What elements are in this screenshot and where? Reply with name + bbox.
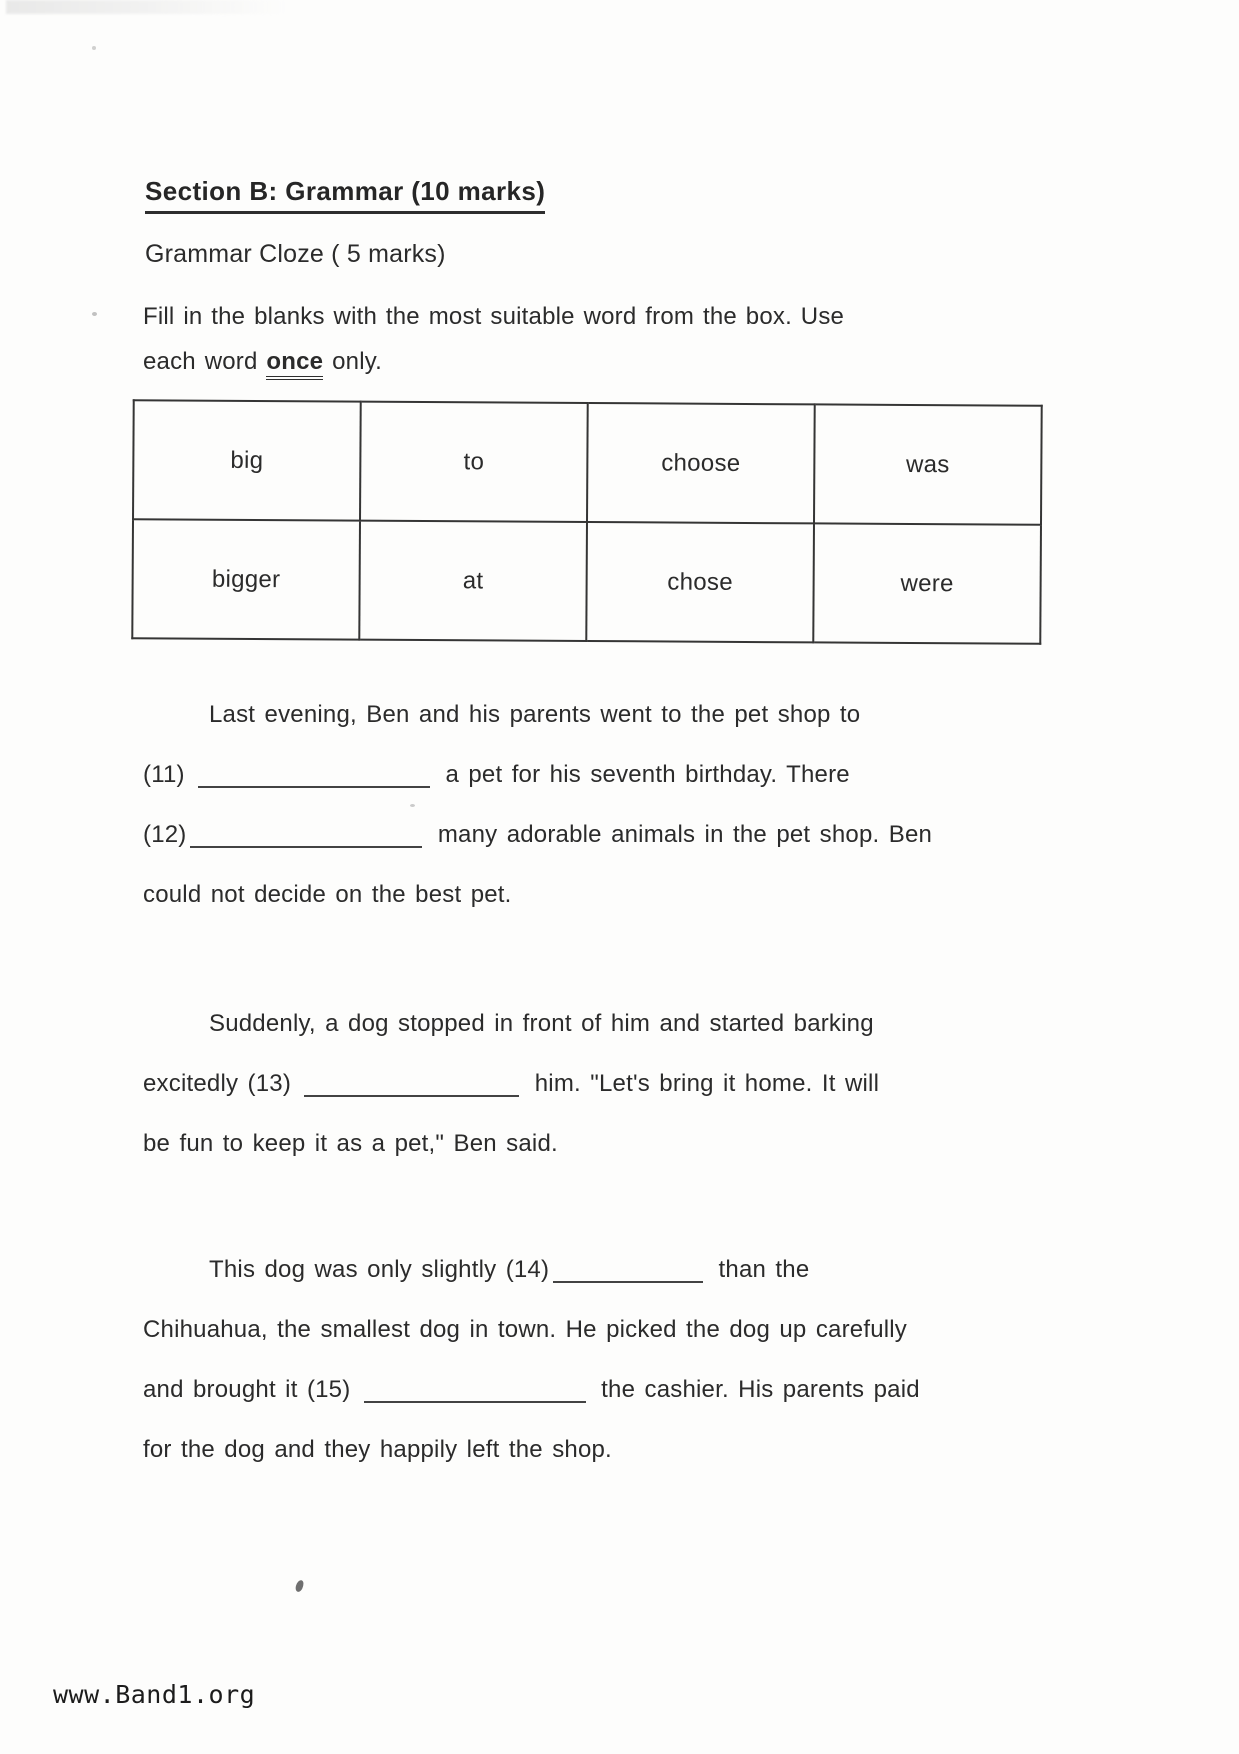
- paragraph-1: [143, 685, 1043, 925]
- blank-12: [190, 817, 422, 848]
- passage-line: [143, 685, 1043, 745]
- instructions-once-emphasis: once: [266, 348, 323, 380]
- word-box-cell: at: [359, 521, 587, 641]
- passage-text: a pet for his seventh birthday. There: [436, 761, 850, 788]
- word-box-cell: bigger: [132, 519, 360, 639]
- passage-text: Chihuahua, the smallest dog in town. He picked the dog up carefully: [143, 1316, 908, 1343]
- word-box-cell: big: [133, 400, 361, 520]
- scan-artifact-smudge: [6, 0, 286, 14]
- scan-artifact-mark: [295, 1579, 305, 1592]
- passage-text: for the dog and they happily left the shop.: [143, 1436, 612, 1463]
- blank-13: [304, 1066, 519, 1097]
- passage-line: [143, 1240, 1043, 1300]
- section-title: Section B: Grammar (10 marks): [145, 176, 545, 214]
- passage-text: him. "Let's bring it home. It will: [525, 1070, 880, 1097]
- passage-text: many adorable animals in the pet shop. Ben: [428, 821, 933, 848]
- instructions: [143, 294, 983, 384]
- passage-text: Last evening, Ben and his parents went to the pet shop to: [209, 701, 861, 728]
- paragraph-3: [143, 1240, 1043, 1480]
- passage-line: [143, 994, 1043, 1054]
- passage-line: [143, 1420, 1043, 1480]
- word-box-cell: were: [813, 523, 1041, 643]
- blank-14: [553, 1252, 703, 1283]
- blank-11: [198, 757, 430, 788]
- passage-text: Suddenly, a dog stopped in front of him and started barking: [209, 1010, 874, 1037]
- blank-15: [364, 1372, 586, 1403]
- passage-line: [143, 745, 1043, 805]
- passage-text: and brought it (15): [143, 1376, 360, 1403]
- word-box-cell: choose: [587, 403, 815, 523]
- passage-text: This dog was only slightly (14): [209, 1256, 550, 1283]
- passage-text: (11): [143, 761, 195, 788]
- exercise-subtitle: Grammar Cloze ( 5 marks): [145, 240, 446, 268]
- passage-text: could not decide on the best pet.: [143, 881, 512, 908]
- passage-line: [143, 1114, 1043, 1174]
- footer-url: www.Band1.org: [53, 1680, 256, 1709]
- word-box-row: [132, 519, 1041, 644]
- word-box-cell: was: [814, 404, 1042, 524]
- scan-artifact-dot: [92, 46, 96, 50]
- passage-text: be fun to keep it as a pet," Ben said.: [143, 1130, 558, 1157]
- instructions-line-2-post: only.: [323, 348, 383, 375]
- passage-text: excitedly (13): [143, 1070, 301, 1097]
- word-box-body: [132, 400, 1041, 644]
- scan-artifact-dot: [92, 312, 97, 316]
- passage-text: than the: [709, 1256, 810, 1283]
- instructions-line-2-pre: each word: [143, 348, 267, 375]
- word-box-cell: chose: [586, 522, 814, 642]
- word-box-row: [133, 400, 1042, 525]
- passage-text: the cashier. His parents paid: [591, 1376, 920, 1403]
- word-box-table: [131, 399, 1042, 645]
- instructions-line-2: [143, 339, 983, 384]
- instructions-line-1: Fill in the blanks with the most suitable word from the box. Use: [143, 303, 845, 330]
- passage-line: [143, 805, 1043, 865]
- paragraph-2: [143, 994, 1043, 1174]
- word-box-cell: to: [360, 402, 588, 522]
- passage-line: [143, 1300, 1043, 1360]
- passage-text: (12): [143, 821, 187, 848]
- passage-line: [143, 1360, 1043, 1420]
- passage-line: [143, 1054, 1043, 1114]
- passage-line: [143, 865, 1043, 925]
